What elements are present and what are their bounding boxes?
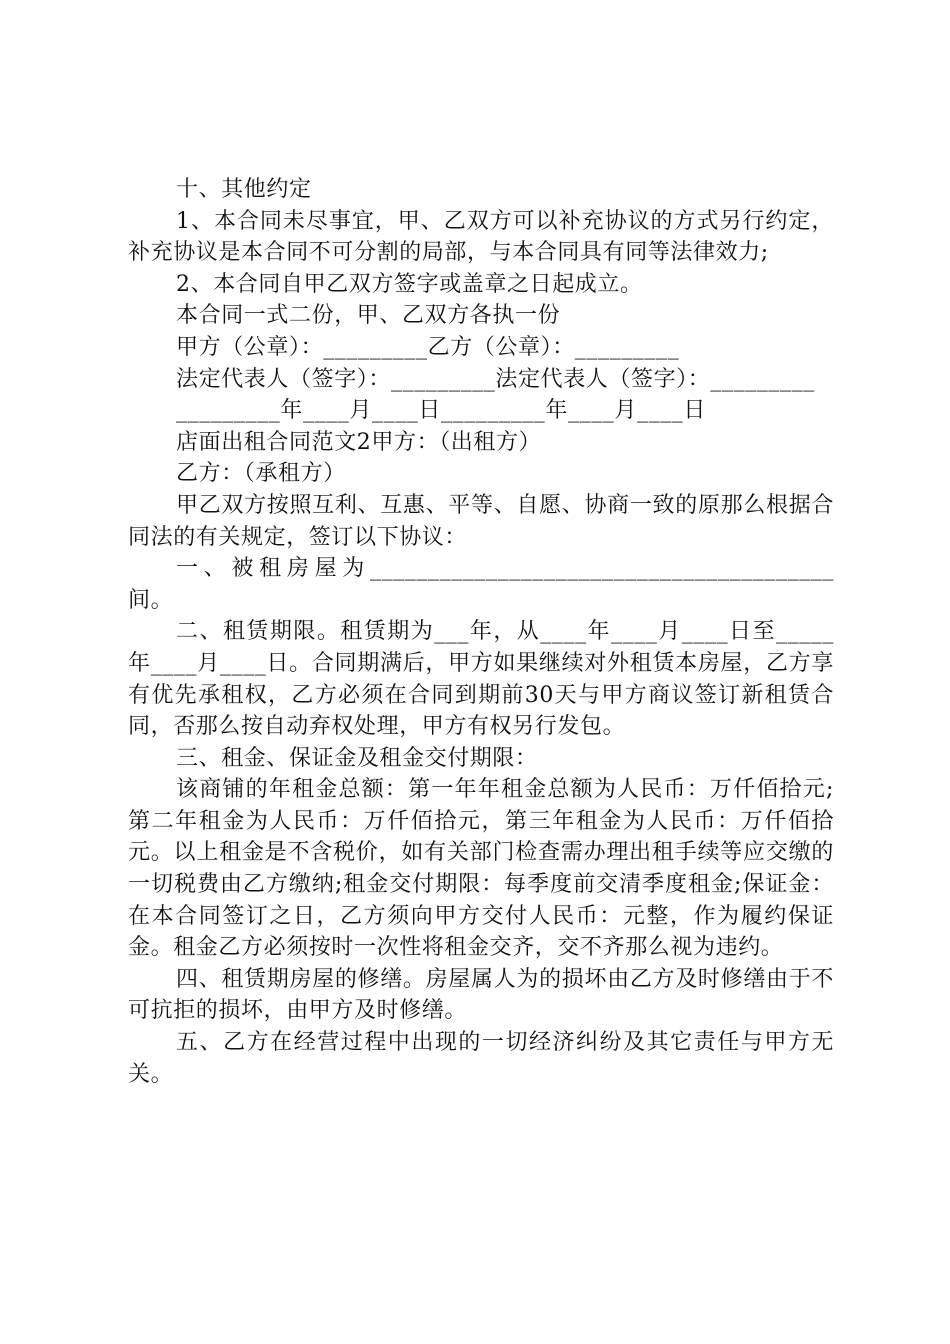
clause-rent-details: 该商铺的年租金总额：第一年年租金总额为人民币：万仟佰拾元;第二年租金为人民币：万仟佰拾元，第三年租金为人民币：万仟佰拾元。以上租金是不含税价，如有关部门检查需办理出租手续等应交缴的一切税费由乙方缴纳;租金交付期限：每季度前交清季度租金;保证金：在本合同签订之日，乙方须向甲方交付人民币：元整，作为履约保证金。租金乙方必须按时一次性将租金交齐，交不齐那么视为违约。 (128, 777, 834, 961)
clause-repairs: 四、租赁期房屋的修缮。房屋属人为的损坏由乙方及时修缮由于不可抗拒的损坏，由甲方及时修缮。 (128, 966, 834, 1024)
preamble-paragraph: 甲乙双方按照互利、互惠、平等、自愿、协商一致的原那么根据合同法的有关规定，签订以下协议： (128, 492, 834, 550)
clause-leased-premises: 一、被租房屋为________________________________________间。 (128, 556, 834, 613)
section-heading-other-terms: 十、其他约定 (176, 177, 312, 202)
clause-supplementary-agreement: 1、本合同未尽事宜，甲、乙双方可以补充协议的方式另行约定，补充协议是本合同不可分割的局部，与本合同具有同等法律效力; (128, 208, 834, 266)
copies-statement: 本合同一式二份，甲、乙双方各执一份 (176, 303, 561, 329)
section-heading-rent-deposit: 三、租金、保证金及租金交付期限： (176, 745, 538, 771)
signature-line: 法定代表人（签字）：_________法定代表人（签字）：_________ (176, 366, 815, 392)
seal-line: 甲方（公章）：_________乙方（公章）：_________ (176, 334, 680, 360)
clause-lease-term: 二、租赁期限。租赁期为___年，从____年____月____日至_____年____月____日。合同期满后，甲方如果继续对外租赁本房屋，乙方享有优先承租权，乙方必须在合同到期前30天与甲方商议签订新租赁合同，否那么按自动弃权处理，甲方有权另行发包。 (128, 619, 834, 740)
second-contract-title-party-a: 店面出租合同范文2甲方：（出租方） (176, 429, 542, 455)
party-b-line: 乙方：（承租方） (176, 461, 346, 487)
date-line: _________年____月____日_________年____月____日 (176, 398, 707, 424)
document-body (128, 174, 834, 1090)
clause-contract-effective: 2、本合同自甲乙双方签字或盖章之日起成立。 (176, 271, 643, 297)
clause-disputes: 五、乙方在经营过程中出现的一切经济纠纷及其它责任与甲方无关。 (128, 1030, 834, 1087)
